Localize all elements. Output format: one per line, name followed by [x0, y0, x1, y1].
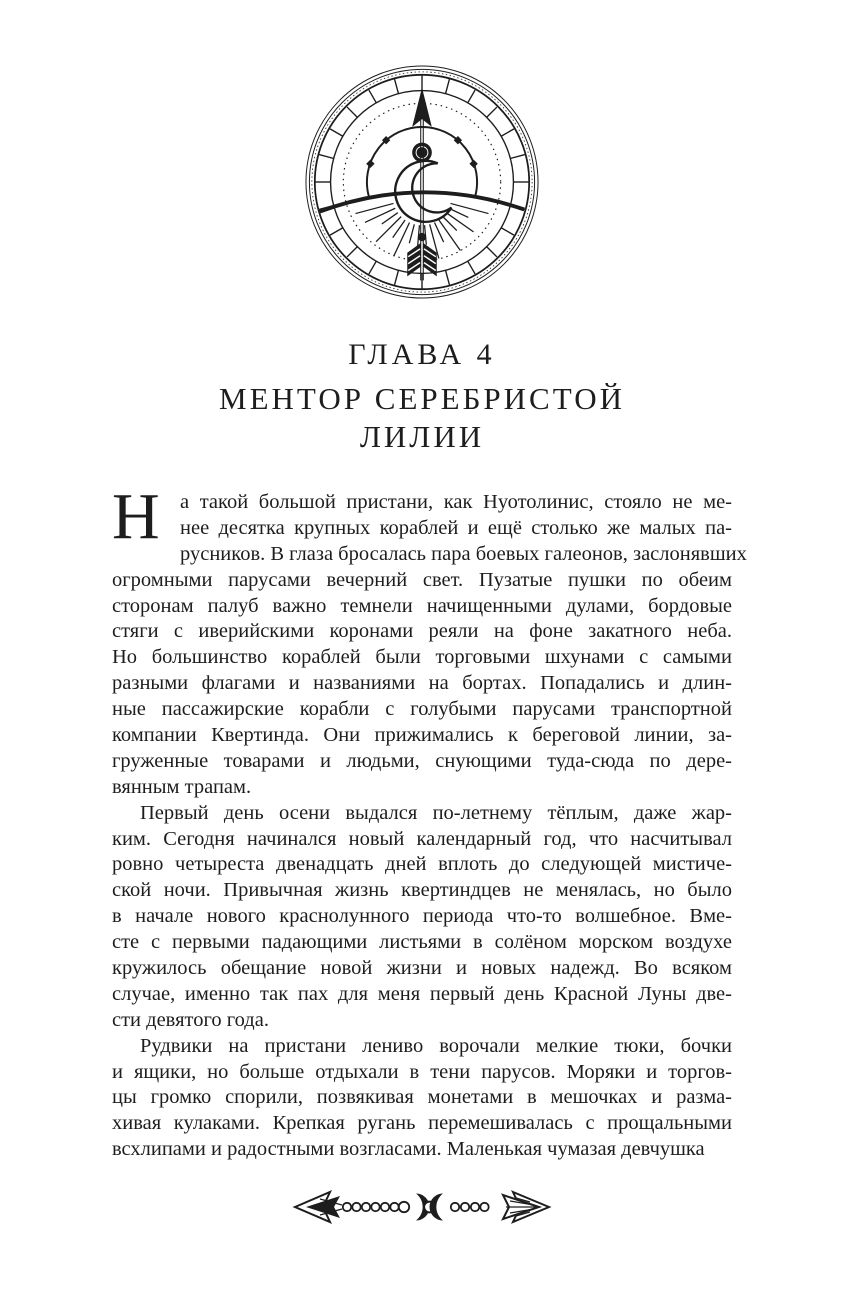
- paragraph: [112, 801, 732, 1034]
- text-line: компании Квертинда. Они прижимались к береговой линии, за-: [112, 724, 732, 747]
- text-line: ные пассажирские корабли с голубыми парусами транспортной: [112, 698, 732, 721]
- text-line: разными флагами и названиями на бортах. Попадались и длин-: [112, 672, 732, 695]
- text-line: ровно четыреста двенадцать дней вплоть до следующей мистиче-: [112, 853, 732, 876]
- paragraph-lines: [112, 1034, 732, 1163]
- chapter-number: ГЛАВА 4: [348, 338, 496, 371]
- text-line: и ящики, но больше отдыхали в тени парусов. Моряки и торгов-: [112, 1060, 732, 1083]
- compass-moon-arrow-emblem-icon: [304, 64, 540, 300]
- text-line: сте с первыми падающими листьями в солёном морском воздухе: [112, 931, 732, 954]
- chapter-title-line1: МЕНТОР СЕРЕБРИСТОЙ: [219, 381, 625, 416]
- text-line: Рудвики на пристани лениво ворочали мелкие тюки, бочки: [140, 1034, 732, 1057]
- paragraph-lines: [112, 801, 732, 1034]
- arrow-and-moons-divider-icon: [292, 1189, 552, 1225]
- text-line: кружилось обещание новой жизни и новых надежд. Во всяком: [112, 957, 732, 980]
- text-line: сторонам палуб важно темнели начищенными дулами, бордовые: [112, 594, 732, 617]
- section-divider: [292, 1189, 552, 1225]
- paragraph-lines: [112, 480, 747, 801]
- text-line: а такой большой пристани, как Нуотолинис, стояло не ме-: [180, 491, 732, 513]
- chapter-title-line2: ЛИЛИИ: [359, 419, 485, 454]
- text-line: цы громко спорили, позвякивая монетами в мешочках и разма-: [112, 1086, 732, 1109]
- text-line: стяги с иверийскими коронами реяли на фоне закатного неба.: [112, 620, 732, 643]
- text-line: вянным трапам.: [112, 775, 252, 798]
- text-line: нее десятка крупных кораблей и ещё столько же малых па-: [180, 516, 732, 539]
- paragraph: [112, 1034, 732, 1163]
- text-line: хивая кулаками. Крепкая ругань перемешивалась с прощальными: [112, 1112, 732, 1135]
- text-line: русников. В глаза бросалась пара боевых галеонов, заслонявших: [180, 542, 747, 565]
- text-line: сти девятого года.: [112, 1008, 269, 1031]
- text-line: огромными парусами вечерний свет. Пузатые пушки по обеим: [112, 568, 732, 591]
- chapter-title: [0, 380, 844, 456]
- drop-cap: Н: [112, 480, 160, 553]
- text-line: Но большинство кораблей были торговыми шхунами с самыми: [112, 646, 732, 669]
- chapter-emblem: [304, 64, 540, 300]
- text-line: в начале нового краснолунного периода что-то волшебное. Вме-: [112, 905, 732, 928]
- text-line: груженные товарами и людьми, снующими туда-сюда по дере-: [112, 749, 732, 772]
- text-line: всхлипами и радостными возгласами. Маленькая чумазая девчушка: [112, 1138, 705, 1161]
- paragraph: [112, 480, 747, 801]
- text-line: ской ночи. Привычная жизнь квертиндцев не менялась, но было: [112, 879, 732, 902]
- text-line: Первый день осени выдался по-летнему тёплым, даже жар-: [140, 801, 732, 824]
- text-line: ким. Сегодня начинался новый календарный год, что насчитывал: [112, 827, 732, 850]
- body-text: [112, 480, 747, 1163]
- text-line: случае, именно так пах для меня первый день Красной Луны две-: [112, 982, 732, 1005]
